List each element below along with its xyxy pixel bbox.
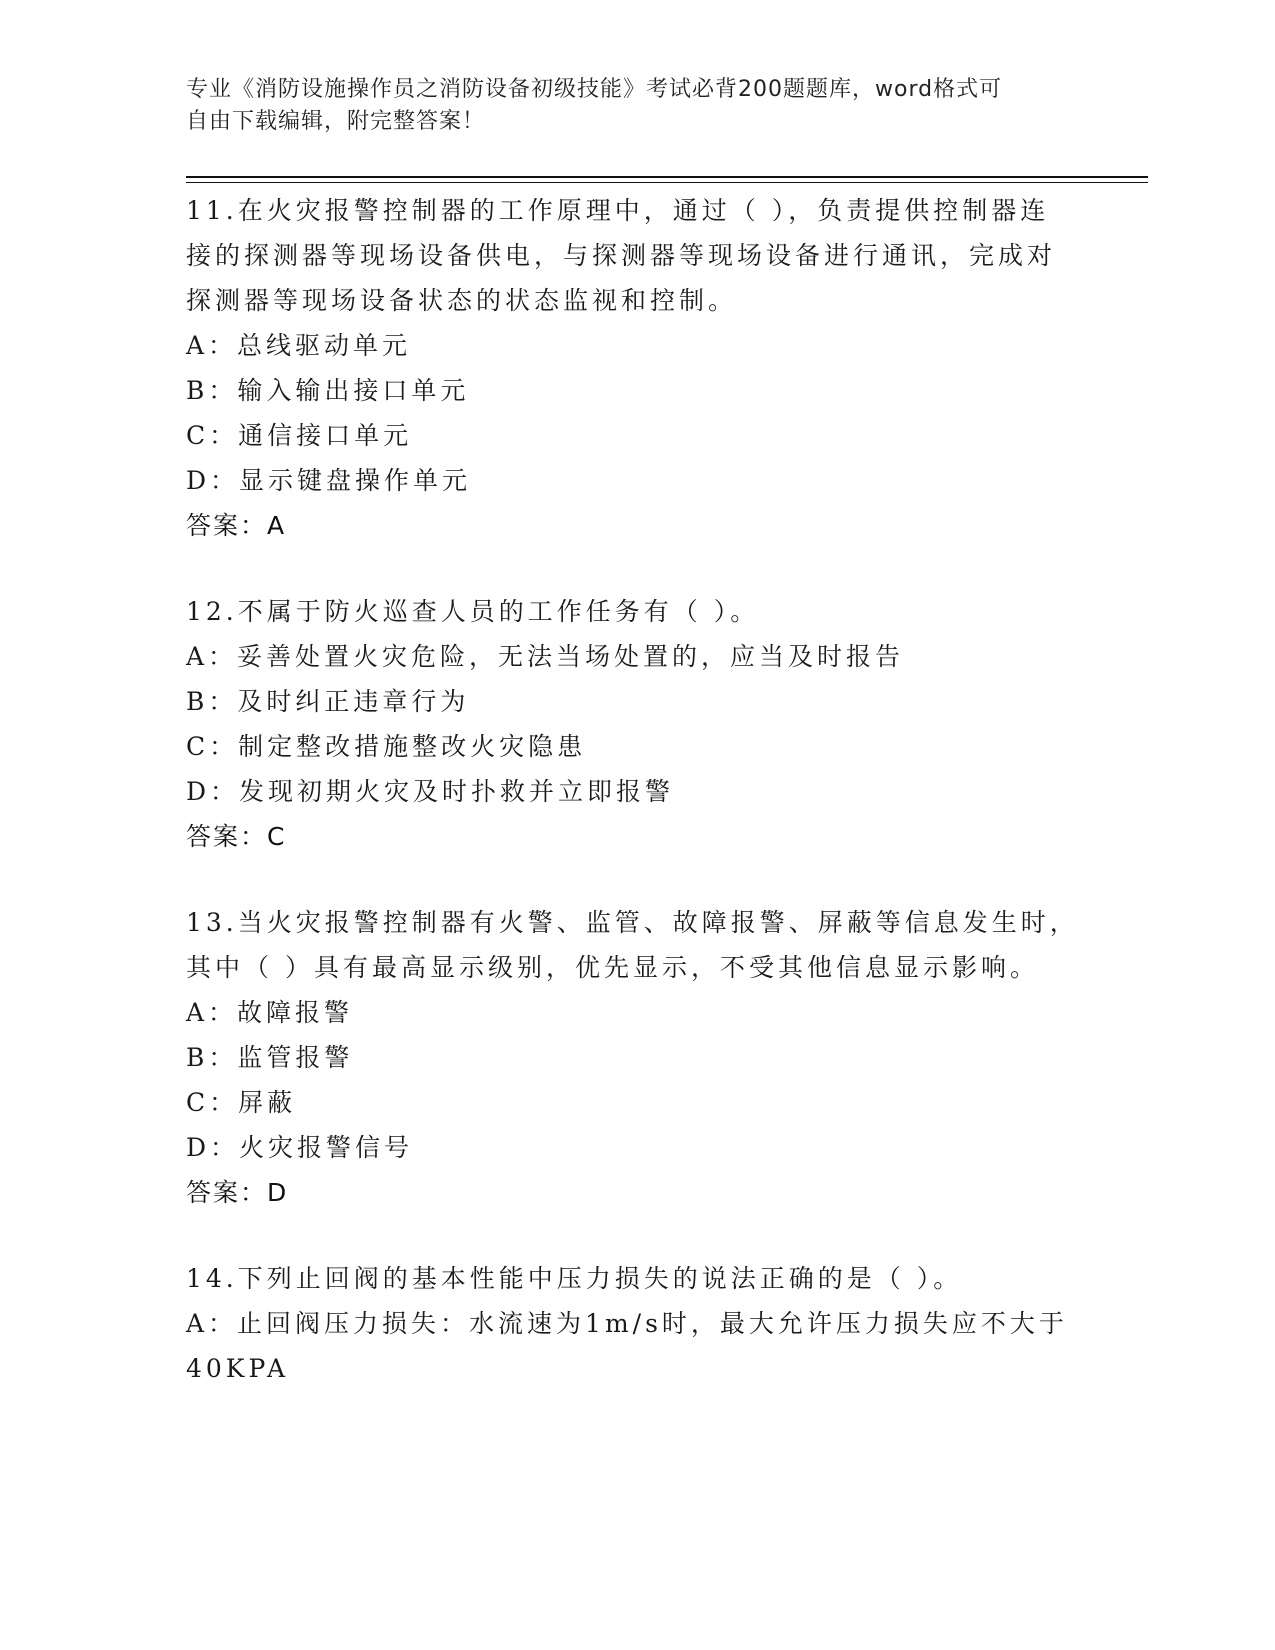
- question-text: 14.下列止回阀的基本性能中压力损失的说法正确的是（ ）。: [186, 1264, 963, 1293]
- header-line-2: 自由下载编辑，附完整答案！: [186, 109, 486, 134]
- option-a: A：总线驱动单元: [186, 331, 412, 360]
- question-text: 12.不属于防火巡查人员的工作任务有（ ）。: [186, 597, 760, 626]
- option-c: C：制定整改措施整改火灾隐患: [186, 732, 587, 761]
- question-11: [186, 188, 1086, 549]
- question-text: 11.在火灾报警控制器的工作原理中，通过（ ），负责提供控制器连: [186, 196, 1050, 225]
- option-a-continued: 40KPA: [186, 1354, 290, 1383]
- answer: 答案：D: [186, 1178, 289, 1207]
- question-12: [186, 589, 1086, 860]
- option-b: B：及时纠正违章行为: [186, 687, 470, 716]
- option-a: A：止回阀压力损失：水流速为1m/s时，最大允许压力损失应不大于: [186, 1309, 1068, 1338]
- document-header: [186, 74, 1066, 138]
- option-b: B：监管报警: [186, 1043, 354, 1072]
- question-14: [186, 1256, 1086, 1391]
- answer: 答案：C: [186, 822, 287, 851]
- option-c: C：屏蔽: [186, 1088, 297, 1117]
- option-a: A：妥善处置火灾危险，无法当场处置的，应当及时报告: [186, 642, 905, 671]
- option-a: A：故障报警: [186, 998, 354, 1027]
- answer: 答案：A: [186, 511, 287, 540]
- option-d: D：火灾报警信号: [186, 1133, 414, 1162]
- question-13: [186, 900, 1086, 1216]
- header-divider-thin: [186, 182, 1148, 183]
- question-text: 13.当火灾报警控制器有火警、监管、故障报警、屏蔽等信息发生时，: [186, 908, 1079, 937]
- option-b: B：输入输出接口单元: [186, 376, 470, 405]
- question-text: 其中（ ）具有最高显示级别，优先显示，不受其他信息显示影响。: [186, 953, 1039, 982]
- option-d: D：显示键盘操作单元: [186, 466, 472, 495]
- option-d: D：发现初期火灾及时扑救并立即报警: [186, 777, 675, 806]
- question-list: [186, 188, 1086, 1431]
- question-text: 接的探测器等现场设备供电，与探测器等现场设备进行通讯，完成对: [186, 241, 1057, 270]
- question-text: 探测器等现场设备状态的状态监视和控制。: [186, 286, 738, 315]
- header-divider-thick: [186, 176, 1148, 178]
- option-c: C：通信接口单元: [186, 421, 413, 450]
- header-line-1: 专业《消防设施操作员之消防设备初级技能》考试必背200题题库，word格式可: [186, 77, 1003, 102]
